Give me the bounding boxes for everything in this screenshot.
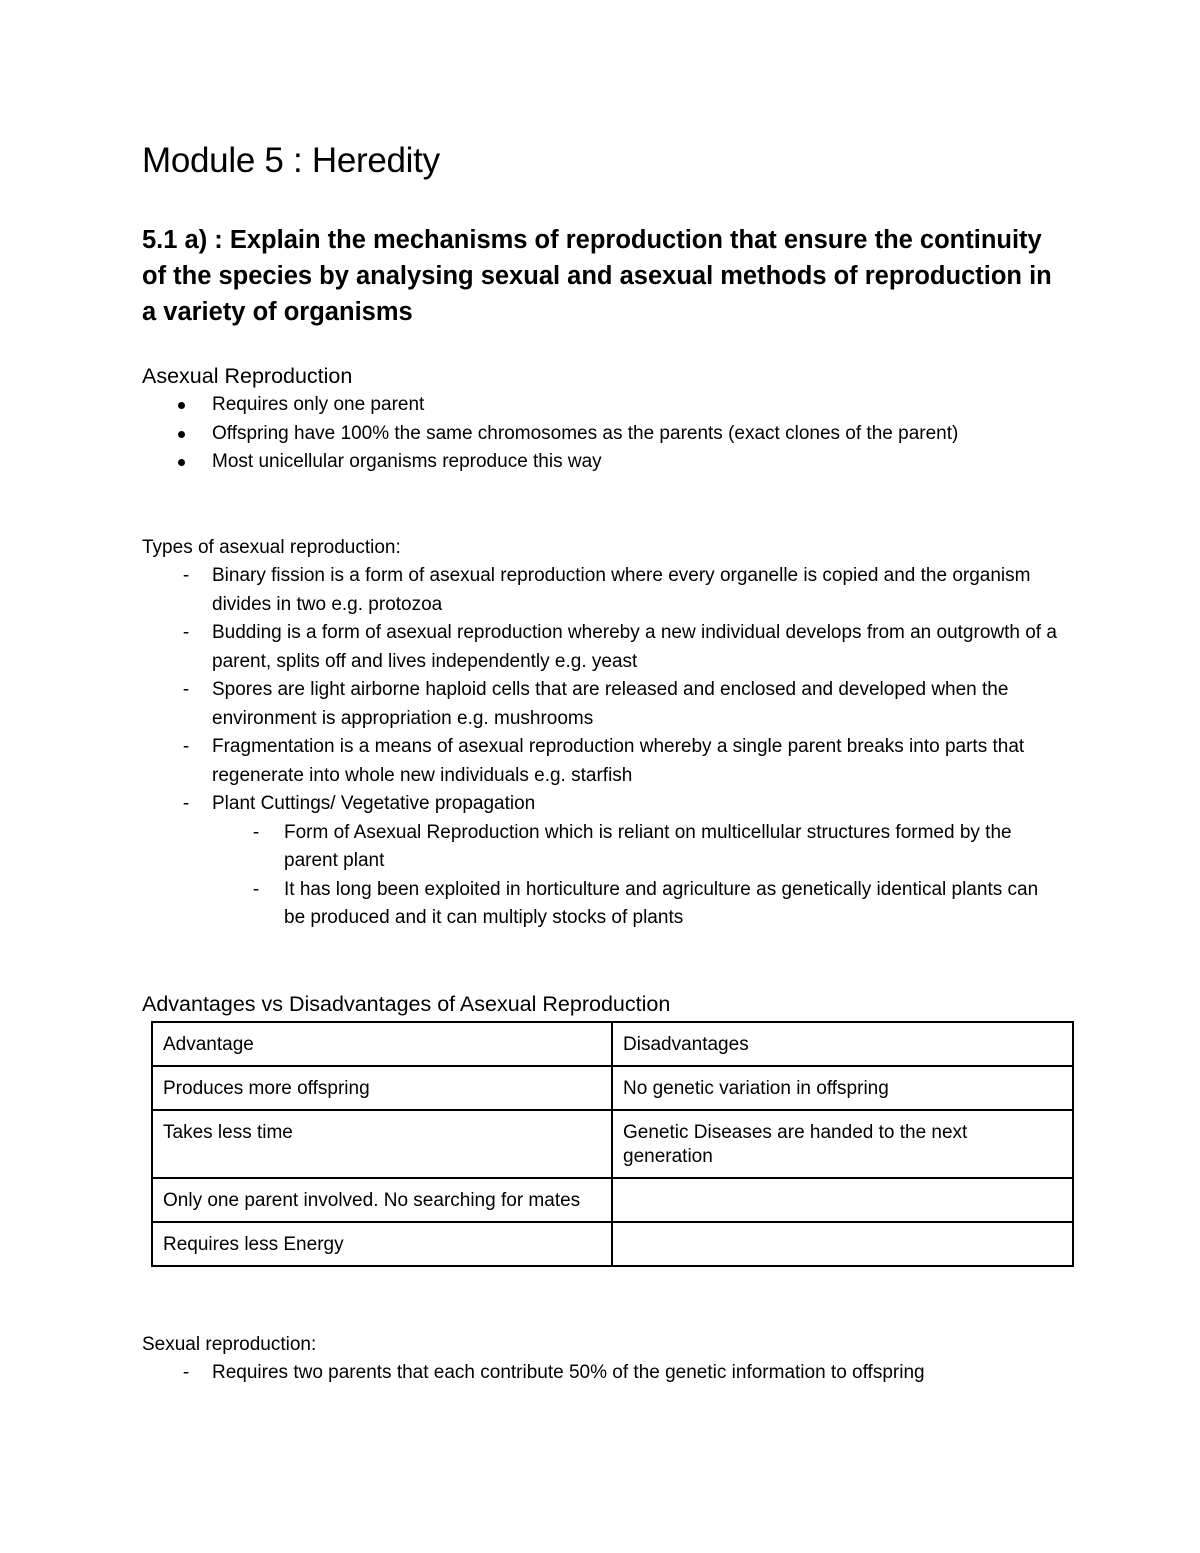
table-cell [612,1222,1073,1266]
section-heading: 5.1 a) : Explain the mechanisms of reproduction that ensure the continuity of the species by analysing sexual and asexual methods of reproduction in a variety of organisms [142,226,1052,326]
list-item: - Budding is a form of asexual reproduction whereby a new individual develops from an outgrowth of a parent, splits off and lives independently e.g. yeast [142,619,1062,676]
bullet-icon [178,431,185,438]
table-cell [612,1178,1073,1222]
list-item: Most unicellular organisms reproduce this way [142,448,1062,477]
comparison-table [151,1021,1074,1267]
list-item: - Binary fission is a form of asexual reproduction where every organelle is copied and the organism divides in two e.g. protozoa [142,562,1062,619]
table-cell: Produces more offspring [152,1066,612,1110]
types-list [142,562,1062,933]
list-item: Offspring have 100% the same chromosomes as the parents (exact clones of the parent) [142,420,1062,449]
sexual-reproduction-label: Sexual reproduction: [142,1334,317,1355]
table-cell: Requires less Energy [152,1222,612,1266]
page-title: Module 5 : Heredity [142,141,440,180]
asexual-bullet-list [142,391,1062,477]
vegetative-sub-list [212,819,1062,933]
dash-marker: - [182,1362,190,1383]
list-item: - Requires two parents that each contribute 50% of the genetic information to offspring [142,1359,1062,1388]
list-item: Requires only one parent [142,391,1062,420]
asexual-reproduction-label: Asexual Reproduction [142,364,353,388]
bullet-icon [178,402,185,409]
list-item: - Form of Asexual Reproduction which is reliant on multicellular structures formed by the parent plant [212,819,1062,876]
table-cell: Takes less time [152,1110,612,1178]
table-cell: Genetic Diseases are handed to the next generation [612,1110,1073,1178]
list-item: - Fragmentation is a means of asexual reproduction whereby a single parent breaks into parts that regenerate into whole new individuals e.g. starfish [142,733,1062,790]
dash-marker: - [252,878,260,900]
types-label: Types of asexual reproduction: [142,537,401,558]
sexual-list [142,1359,1062,1388]
list-item: - It has long been exploited in horticulture and agriculture as genetically identical plants can be produced and it can multiply stocks of plants [212,876,1062,933]
dash-marker: - [182,679,190,700]
dash-marker: - [182,565,190,586]
table-cell: Only one parent involved. No searching for mates [152,1178,612,1222]
table-header-row [152,1022,1073,1066]
table-row [152,1178,1073,1222]
bullet-icon [178,459,185,466]
table-header-cell: Advantage [152,1022,612,1066]
table-row [152,1066,1073,1110]
dash-marker: - [182,793,190,814]
dash-marker: - [182,736,190,757]
list-item: - Spores are light airborne haploid cells that are released and enclosed and developed when the environment is appropriation e.g. mushrooms [142,676,1062,733]
dash-marker: - [252,821,260,843]
table-row [152,1110,1073,1178]
table-cell: No genetic variation in offspring [612,1066,1073,1110]
table-row [152,1222,1073,1266]
comparison-label: Advantages vs Disadvantages of Asexual Reproduction [142,992,671,1016]
table-header-cell: Disadvantages [612,1022,1073,1066]
dash-marker: - [182,622,190,643]
list-item: - Plant Cuttings/ Vegetative propagation - Form of Asexual Reproduction which is reliant on multicellular structures formed by the parent plant - It has long been exploited in horticulture and agriculture as genetically identical plants can be produced and it can multiply stocks of plants [142,790,1062,933]
